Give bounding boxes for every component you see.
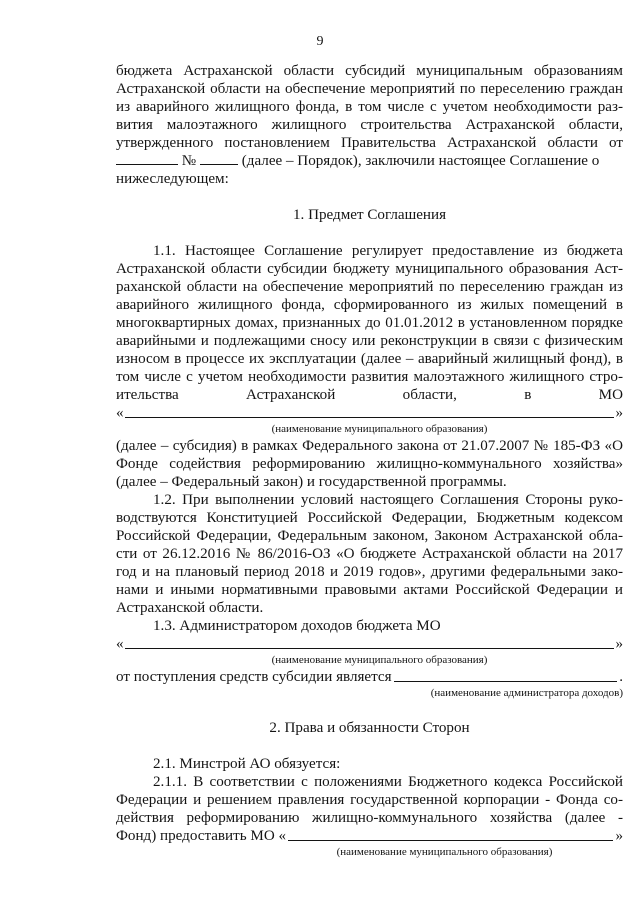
mo-name-field: « » bbox=[116, 405, 623, 421]
text-line-spaced bbox=[116, 386, 623, 404]
admin-field: от поступления средств субсидии является . bbox=[116, 669, 623, 685]
paragraph-1-2 bbox=[116, 491, 623, 617]
fill-in-line bbox=[125, 648, 615, 649]
word: области, bbox=[402, 387, 457, 403]
word: в bbox=[524, 387, 532, 403]
text-line: 1.2. При выполнении условий настоящего Соглашения Стороны руко- bbox=[153, 492, 623, 508]
date-blank bbox=[116, 152, 178, 165]
section-1-title: 1. Предмет Соглашения bbox=[292, 207, 447, 223]
intro-line: нижеследующем: bbox=[116, 171, 229, 187]
text-line: нами и иными нормативными правовыми актами Российской Федерации и bbox=[116, 582, 623, 598]
number-blank bbox=[200, 152, 238, 165]
mo-name-field: Фонд) предоставить МО « » bbox=[116, 828, 623, 844]
fill-in-line bbox=[125, 417, 615, 418]
text-line: (далее – субсидия) в рамках Федерального закона от 21.07.2007 № 185-ФЗ «О bbox=[116, 438, 623, 454]
number-sign: № bbox=[181, 153, 197, 169]
text-line: 2.1. Минстрой АО обязуется: bbox=[153, 756, 341, 772]
word: ительства bbox=[116, 387, 179, 403]
mo-name-caption: (наименование муниципального образования) bbox=[336, 846, 553, 858]
text-line: сти от 26.12.2016 № 86/2016-ОЗ «О бюджете Астраханской области на 2017 bbox=[116, 546, 623, 562]
word: Астраханской bbox=[246, 387, 336, 403]
admin-caption: (наименование администратора доходов) bbox=[430, 687, 623, 699]
intro-line: из аварийного жилищного фонда, в том числе с учетом необходимости раз- bbox=[116, 99, 623, 115]
text-line: Астраханской области субсидии бюджету муниципального образования Аст- bbox=[116, 261, 623, 277]
text-line: раханской области на обеспечение мероприятий по переселению граждан из bbox=[116, 279, 623, 295]
fill-in-line bbox=[394, 681, 618, 682]
intro-line: Астраханской области на обеспечение мероприятий по переселению граждан bbox=[116, 81, 623, 97]
mo-name-field: « » bbox=[116, 636, 623, 652]
text-line: том числе с учетом необходимости развития малоэтажного жилищного стро- bbox=[116, 369, 623, 385]
text-line: многоквартирных домах, признанных до 01.01.2012 в установленном порядке bbox=[116, 315, 623, 331]
page-number: 9 bbox=[316, 34, 324, 49]
intro-line-blanks bbox=[116, 152, 623, 170]
text-line: износом в процессе их эксплуатации (далее – аварийный жилищный фонд), в bbox=[116, 351, 623, 367]
paragraph-1-1 bbox=[116, 242, 623, 491]
text-line: водствуются Конституцией Российской Федерации, Бюджетным кодексом bbox=[116, 510, 623, 526]
text-line: Федерации и решением правления государственной корпорации - Фонда со- bbox=[116, 792, 623, 808]
mo-name-caption: (наименование муниципального образования) bbox=[271, 654, 488, 666]
text-line: Фонде содействия реформированию жилищно-коммунального хозяйства» bbox=[116, 456, 623, 472]
paragraph-1-3 bbox=[116, 617, 623, 701]
word: МО bbox=[598, 387, 623, 403]
text-line: 1.3. Администратором доходов бюджета МО bbox=[153, 618, 441, 634]
text-line: аварийными и подлежащими сносу или реконструкции в связи с физическим bbox=[116, 333, 623, 349]
text-line: 1.1. Настоящее Соглашение регулирует предоставление из бюджета bbox=[153, 243, 623, 259]
intro-line: вития малоэтажного жилищного строительства Астраханской области, bbox=[116, 117, 623, 133]
text-line: 2.1.1. В соответствии с положениями Бюджетного кодекса Российской bbox=[153, 774, 623, 790]
document-body bbox=[116, 62, 623, 860]
text-line: (далее – Федеральный закон) и государственной программы. bbox=[116, 474, 507, 490]
text-line: год и на плановый период 2018 и 2019 годов», другими федеральными зако- bbox=[116, 564, 623, 580]
text-line: аварийного жилищного фонда, сформированного из жилых помещений в bbox=[116, 297, 623, 313]
intro-line: утвержденного постановлением Правительства Астраханской области от bbox=[116, 135, 623, 151]
mo-name-caption: (наименование муниципального образования) bbox=[271, 423, 488, 435]
text-line: действия реформированию жилищно-коммунального хозяйства (далее - bbox=[116, 810, 623, 826]
text-line: Российской Федерации, Федеральным законом, Законом Астраханской обла- bbox=[116, 528, 623, 544]
fill-in-line bbox=[288, 840, 613, 841]
paragraph-2-1 bbox=[116, 755, 623, 860]
text-line: Астраханской области. bbox=[116, 600, 264, 616]
intro-line: бюджета Астраханской области субсидий муниципальным образованиям bbox=[116, 63, 623, 79]
intro-paragraph bbox=[116, 62, 623, 188]
intro-line-rest: (далее – Порядок), заключили настоящее Соглашение о bbox=[241, 153, 600, 169]
section-2-title: 2. Права и обязанности Сторон bbox=[269, 720, 470, 736]
